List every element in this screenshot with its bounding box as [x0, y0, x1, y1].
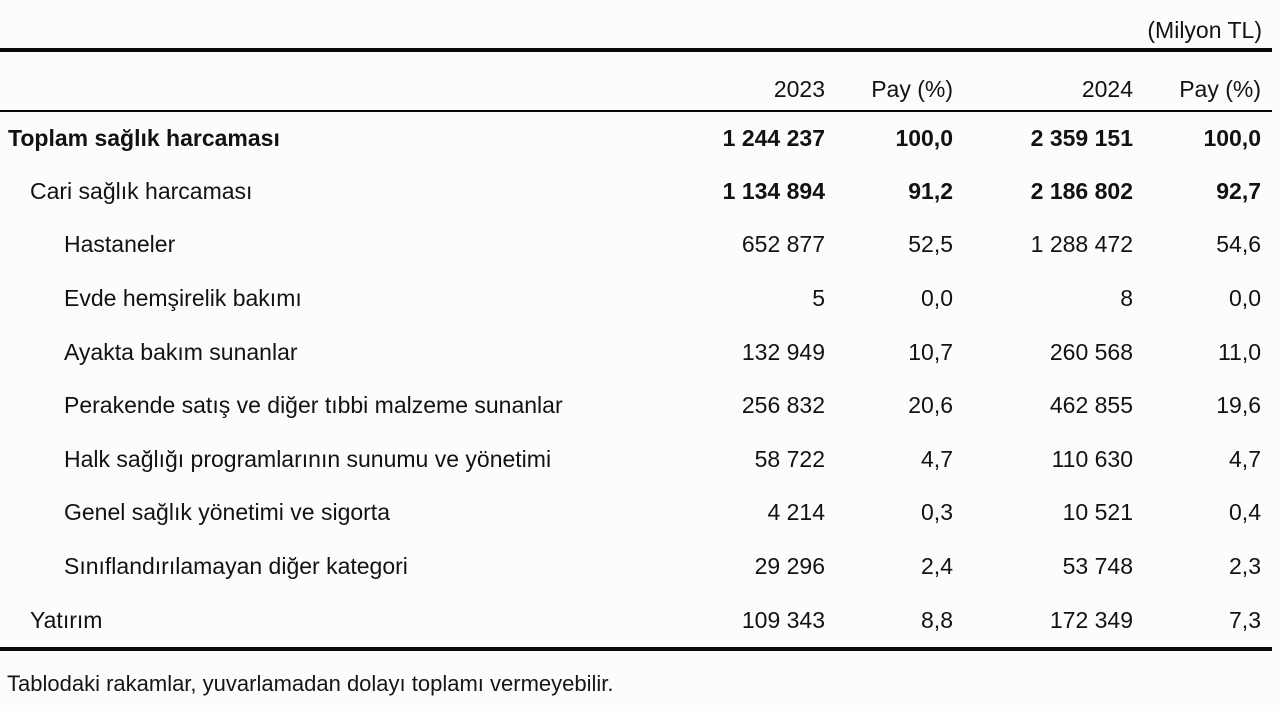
share-2023: 2,4	[921, 553, 953, 580]
row-label: Evde hemşirelik bakımı	[64, 285, 302, 312]
row-label: Yatırım	[30, 606, 103, 633]
expenditure-table	[0, 52, 1272, 647]
table-row-total	[0, 111, 1272, 165]
row-label: Sınıflandırılamayan diğer kategori	[64, 553, 408, 580]
row-label: Cari sağlık harcaması	[30, 177, 253, 204]
value-2024: 8	[1120, 285, 1133, 312]
value-2024: 10 521	[1062, 499, 1133, 526]
table-row-current	[0, 165, 1272, 219]
bottom-rule	[0, 647, 1272, 651]
row-label: Toplam sağlık harcaması	[8, 124, 280, 151]
share-2024: 2,3	[1229, 553, 1261, 580]
value-2024: 462 855	[1049, 392, 1133, 419]
header-row	[0, 52, 1272, 111]
footnote: Tablodaki rakamlar, yuvarlamadan dolayı toplamı vermeyebilir.	[7, 670, 614, 696]
table-row	[0, 218, 1272, 272]
value-2024: 2 186 802	[1030, 177, 1133, 204]
share-2024: 54,6	[1216, 231, 1261, 258]
column-header-pay-2024: Pay (%)	[1133, 52, 1272, 111]
share-2023: 52,5	[908, 231, 953, 258]
column-header-empty	[0, 52, 635, 111]
share-2024: 7,3	[1229, 606, 1261, 633]
share-2024: 11,0	[1217, 338, 1261, 365]
table-row-investment	[0, 593, 1272, 647]
value-2024: 260 568	[1049, 338, 1133, 365]
table-row	[0, 433, 1272, 487]
column-header-2023: 2023	[635, 52, 825, 111]
table-row	[0, 379, 1272, 433]
row-label: Ayakta bakım sunanlar	[64, 338, 298, 365]
share-2023: 91,2	[908, 177, 953, 204]
share-2023: 8,8	[921, 606, 953, 633]
value-2023: 256 832	[741, 392, 825, 419]
value-2024: 172 349	[1049, 606, 1133, 633]
unit-label: (Milyon TL)	[1147, 17, 1262, 43]
row-label: Hastaneler	[64, 231, 176, 258]
share-2023: 0,0	[921, 285, 953, 312]
share-2024: 0,4	[1229, 499, 1261, 526]
share-2023: 10,7	[908, 338, 953, 365]
value-2024: 2 359 151	[1030, 124, 1133, 151]
row-label: Halk sağlığı programlarının sunumu ve yönetimi	[64, 445, 552, 472]
share-2023: 0,3	[921, 499, 953, 526]
table-row	[0, 540, 1272, 594]
share-2024: 0,0	[1229, 285, 1261, 312]
row-label: Perakende satış ve diğer tıbbi malzeme sunanlar	[64, 392, 563, 419]
value-2023: 1 244 237	[722, 124, 825, 151]
column-header-2024: 2024	[953, 52, 1133, 111]
share-2023: 20,6	[908, 392, 953, 419]
value-2023: 132 949	[741, 338, 825, 365]
value-2024: 53 748	[1062, 553, 1133, 580]
value-2023: 29 296	[754, 553, 825, 580]
share-2024: 100,0	[1203, 124, 1261, 151]
share-2024: 19,6	[1216, 392, 1261, 419]
column-header-pay-2023: Pay (%)	[825, 52, 953, 111]
value-2024: 1 288 472	[1030, 231, 1133, 258]
value-2023: 4 214	[767, 499, 825, 526]
share-2023: 4,7	[921, 445, 953, 472]
value-2023: 5	[812, 285, 825, 312]
value-2023: 109 343	[741, 606, 825, 633]
table-row	[0, 272, 1272, 326]
value-2023: 652 877	[741, 231, 825, 258]
share-2023: 100,0	[895, 124, 953, 151]
value-2023: 58 722	[754, 445, 825, 472]
value-2024: 110 630	[1051, 445, 1133, 472]
value-2023: 1 134 894	[722, 177, 825, 204]
row-label: Genel sağlık yönetimi ve sigorta	[64, 499, 390, 526]
share-2024: 92,7	[1216, 177, 1261, 204]
table-row	[0, 325, 1272, 379]
share-2024: 4,7	[1229, 445, 1261, 472]
table-row	[0, 486, 1272, 540]
